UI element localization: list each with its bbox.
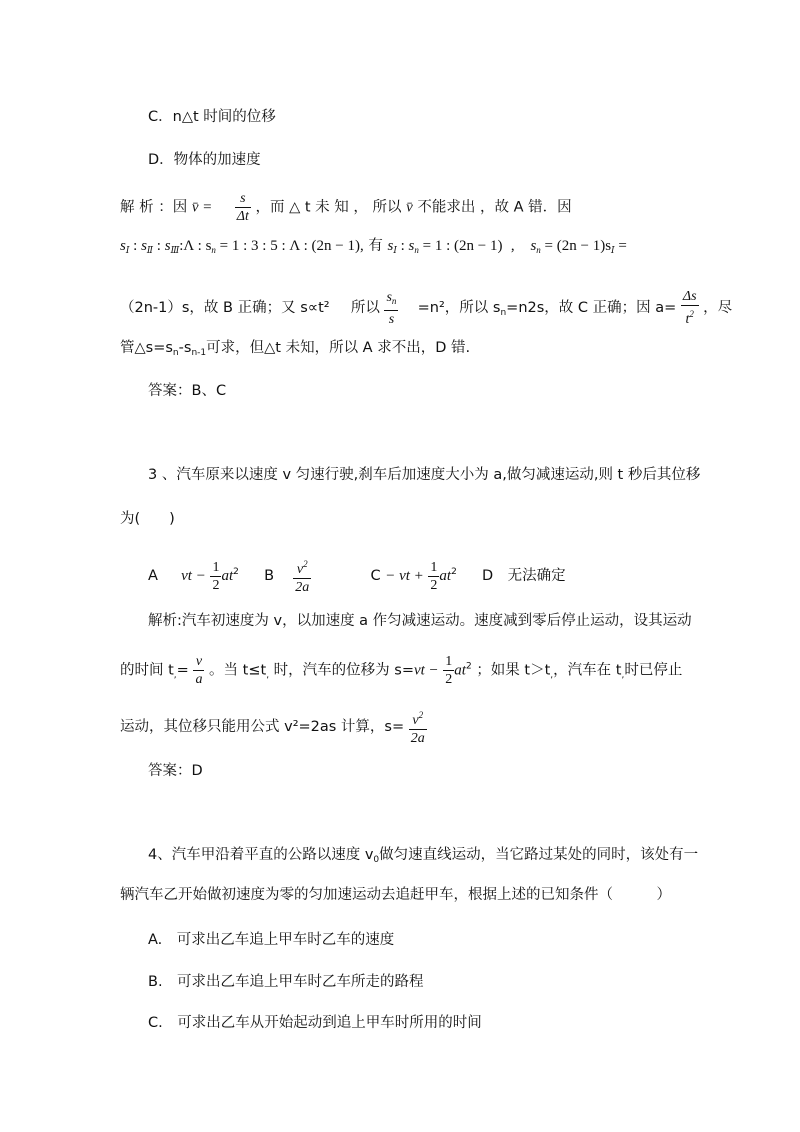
- q4-option-a: A. 可求出乙车追上甲车时乙车的速度: [148, 932, 395, 948]
- q4-stem-line-1: 4、汽车甲沿着平直的公路以速度 $v_0$做匀速直线运动，当它路过某处的同时，该处有一: [148, 847, 699, 865]
- vbar-symbol-2: v̄: [406, 199, 413, 216]
- ratio-rest: :Λ : s: [179, 238, 212, 254]
- fraction-half-c: $\frac{1}{2}$: [430, 559, 438, 593]
- analysis-label: 解 析 ：因: [120, 199, 188, 216]
- fraction-s-dt: $\frac{s}{\Delta t}$: [236, 191, 249, 224]
- analysis-line-1: [120, 190, 572, 225]
- fraction-v-a: $\frac{v}{a}$: [195, 654, 203, 687]
- s1-sn-ratio: = 1 : (2n − 1): [418, 238, 503, 254]
- analysis-line-2: $s_Ⅰ$ : $s_Ⅱ$ : $s_Ⅲ:\Lambda$ : $s_n = 1$ : 3 : 5 : Λ : (2n − 1), 有 $s_Ⅰ$ : $s_n = 1$ : (2n − 1) , $s_n = (2n - 1)s_Ⅰ$ =: [120, 238, 627, 255]
- q3-answer: 答案：D: [148, 763, 203, 779]
- fraction-v2-2a-result: $\frac{v^2}{2a}$: [409, 707, 427, 747]
- option-d: D．物体的加速度: [148, 152, 261, 168]
- q4-stem-line-2: 辆汽车乙开始做初速度为零的匀加速运动去追赶甲车，根据上述的已知条件（ ）: [120, 887, 671, 903]
- analysis-line-3: （2n-1）s，故 B 正确；又 s∝t² 所以 $\frac{s_n}{s}$ =n²，所以 $s_n=n2s$，故 C 正确；因 a= $\frac{\Delta s}{t^2}$ ，尽: [120, 289, 733, 327]
- q3-analysis-line-2: 的时间 $t_,=$ $\frac{v}{a}$ 。当 $t\le t_,$ 时，汽车的位移为 s=vt − $\frac{1}{2}$ $at^2$ ；如果 $t>t_,$，汽车在 $t_,$时已停止: [120, 654, 683, 687]
- analysis-text-end: 不能求出 ，故 A 错．因: [417, 199, 572, 216]
- equals-sign: =: [203, 199, 212, 216]
- line3-b: 所以: [350, 300, 380, 316]
- analysis-text-mid: ，而 △ t 未 知 ， 所以: [255, 199, 402, 216]
- option-d: D 无法确定: [482, 568, 566, 584]
- vbar-symbol: v̄: [191, 199, 199, 216]
- q3-analysis-line-3: 运动，其位移只能用公式 v²=2as 计算，s= $\frac{v^2}{2a}$: [120, 707, 427, 747]
- q3-options: A vt − $\frac{1}{2}$ $at^2$ B $\frac{v^2}{2a}$ C − vt + $\frac{1}{2}$ $at^2$ D 无法确定: [148, 556, 566, 596]
- fraction-ds-t2: $\frac{\Delta s}{t^2}$: [682, 289, 697, 327]
- analysis-line-4: 管$\triangle s=s_n-s_{n-1}$可求，但△t 未知，所以 A 求不出，D 错.: [120, 340, 471, 358]
- fraction-v2-2a: $\frac{v^2}{2a}$: [293, 556, 311, 596]
- fraction-half-analysis: $\frac{1}{2}$: [445, 654, 453, 687]
- sn-formula: = (2n − 1)s: [540, 238, 612, 254]
- option-c-label: C: [370, 568, 381, 584]
- q3-analysis-line-1: 解析:汽车初速度为 v，以加速度 a 作匀减速运动。速度减到零后停止运动，设其运动: [148, 613, 692, 629]
- fraction-half-a: $\frac{1}{2}$: [212, 559, 220, 593]
- fraction-sn-s: $\frac{s_n}{s}$: [386, 289, 397, 327]
- q2-answer: 答案：B、C: [148, 383, 227, 399]
- option-a-label: A: [148, 568, 158, 584]
- q3-stem-line-2: 为( ): [120, 511, 175, 527]
- q4-option-c: C. 可求出乙车从开始起动到追上甲车时所用的时间: [148, 1015, 482, 1031]
- q4-option-b: B. 可求出乙车追上甲车时乙车所走的路程: [148, 974, 424, 990]
- q3-stem-line-1: 3 、汽车原来以速度 v 匀速行驶,刹车后加速度大小为 a,做匀减速运动,则 t 秒后其位移: [148, 467, 701, 483]
- option-c: C．n△t 时间的位移: [148, 109, 276, 125]
- option-b-label: B: [264, 568, 275, 584]
- line3-a: （2n-1）s，故 B 正确；又 s∝t²: [120, 300, 330, 316]
- ratio-value: = 1 : 3 : 5 : Λ : (2n − 1),: [215, 238, 364, 254]
- you-text: 有: [368, 238, 383, 254]
